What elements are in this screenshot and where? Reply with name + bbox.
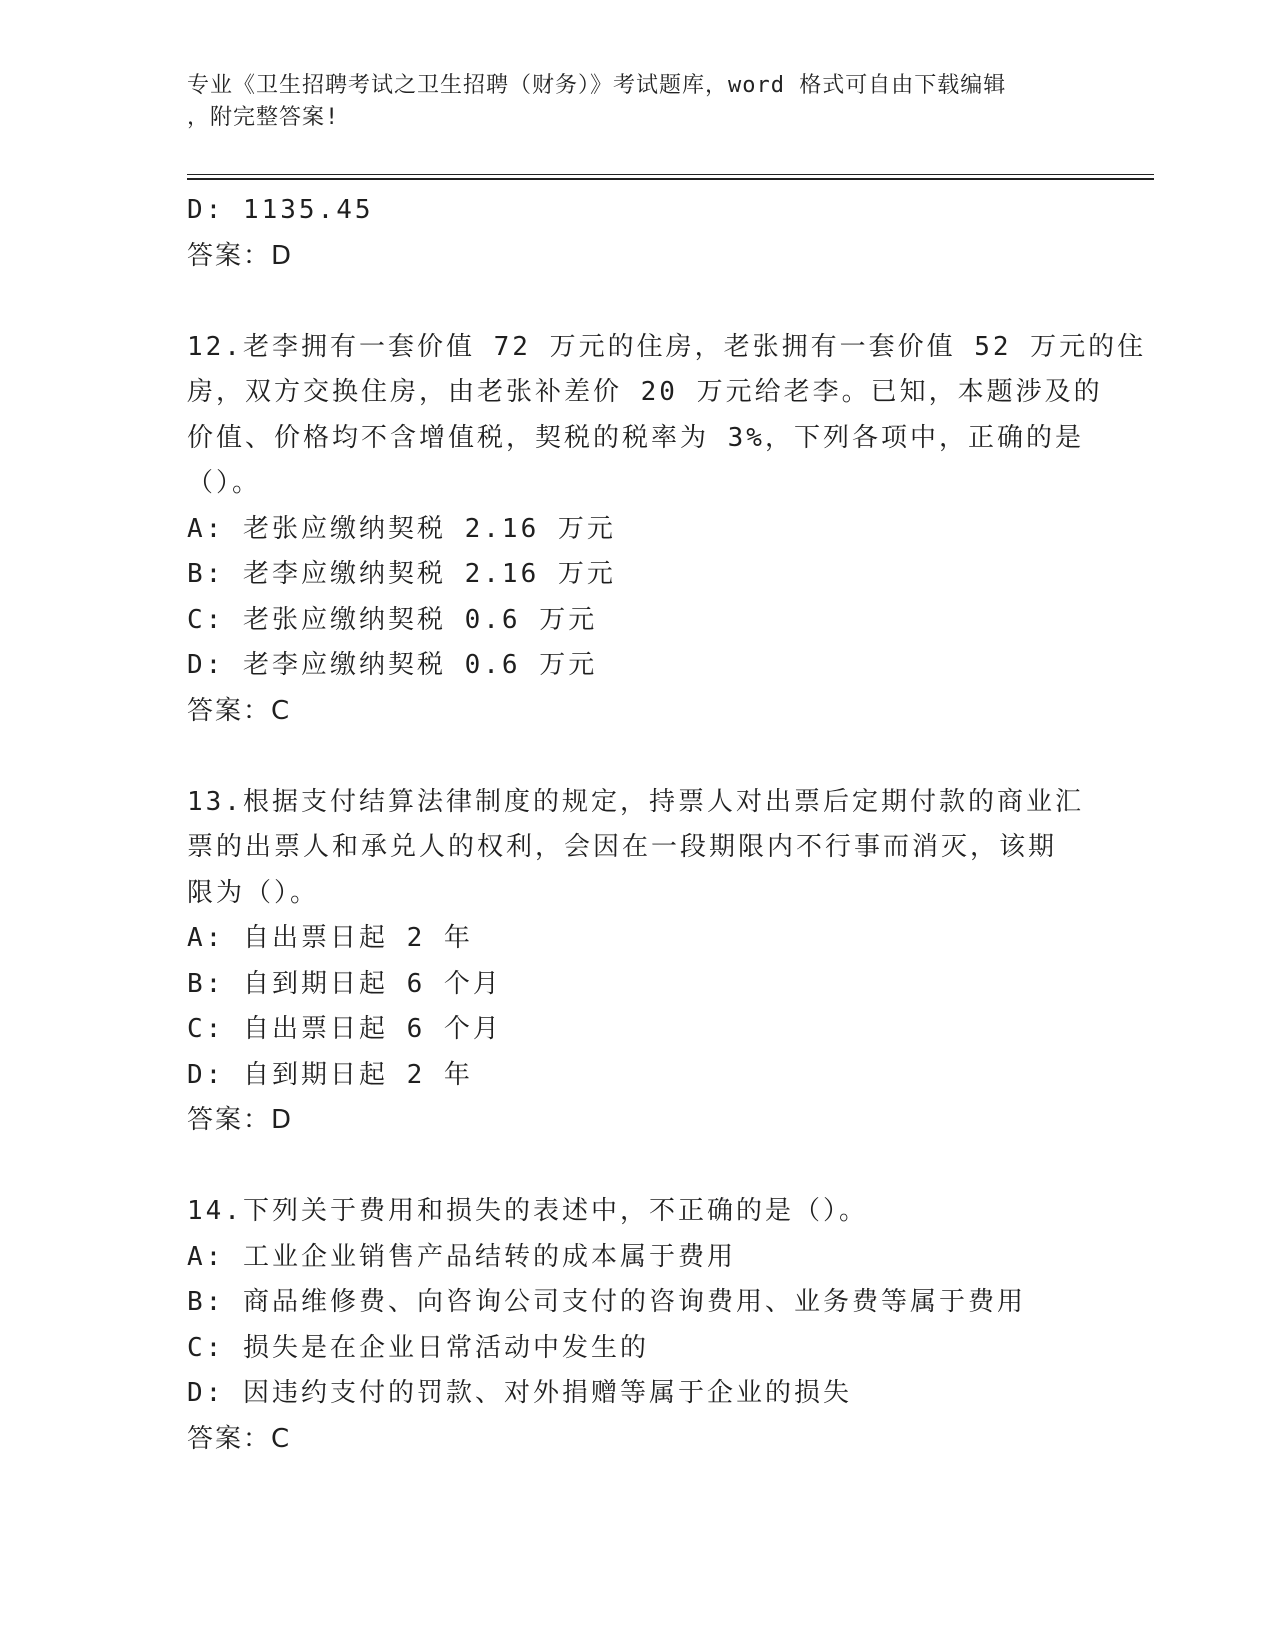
question-stem-line: 14.下列关于费用和损失的表述中，不正确的是（）。	[187, 1196, 868, 1226]
question-stem-line: 房，双方交换住房，由老张补差价 20 万元给老李。已知，本题涉及的	[187, 377, 1103, 407]
question-stem-line: 12.老李拥有一套价值 72 万元的住房，老张拥有一套价值 52 万元的住	[187, 331, 1147, 362]
document-header	[187, 70, 1067, 134]
option-d: D: 自到期日起 2 年	[187, 1059, 473, 1090]
option-b: B: 商品维修费、向咨询公司支付的咨询费用、业务费等属于费用	[187, 1287, 1026, 1317]
option-d: D: 老李应缴纳契税 0.6 万元	[187, 650, 598, 680]
question-stem-line: （）。	[187, 468, 262, 498]
option-a: A: 工业企业销售产品结转的成本属于费用	[187, 1241, 736, 1272]
answer-line: 答案：D	[187, 1105, 294, 1135]
option-b: B: 自到期日起 6 个月	[187, 968, 502, 999]
spacer	[187, 1144, 1087, 1190]
header-title-line: 专业《卫生招聘考试之卫生招聘（财务）》考试题库，word 格式可自由下载编辑	[187, 73, 1007, 98]
spacer	[187, 279, 1087, 325]
option-d: D: 1135.45	[187, 195, 374, 225]
answer-line: 答案：D	[187, 240, 294, 271]
question-stem-line: 价值、价格均不含增值税，契税的税率为 3%，下列各项中，正确的是	[187, 422, 1084, 453]
question-12	[187, 325, 1147, 735]
answer-line: 答案：C	[187, 1423, 292, 1454]
question-14	[187, 1189, 1087, 1462]
question-list	[187, 188, 1147, 1462]
option-a: A: 自出票日起 2 年	[187, 923, 473, 953]
question-stem	[187, 325, 1147, 507]
header-rule-top	[187, 174, 1154, 175]
option-c: C: 损失是在企业日常活动中发生的	[187, 1332, 649, 1363]
question-stem-line: 限为（）。	[187, 877, 320, 908]
option-c: C: 自出票日起 6 个月	[187, 1014, 502, 1044]
question-stem	[187, 1189, 1077, 1235]
previous-question-tail	[187, 188, 1087, 279]
answer-line: 答案：C	[187, 695, 292, 726]
question-stem-line: 13.根据支付结算法律制度的规定，持票人对出票后定期付款的商业汇	[187, 786, 1084, 817]
question-stem-line: 票的出票人和承兑人的权利，会因在一段期限内不行事而消灭，该期	[187, 832, 1058, 862]
question-stem	[187, 780, 1084, 917]
header-rule-bottom	[187, 178, 1154, 180]
spacer	[187, 734, 1087, 780]
option-c: C: 老张应缴纳契税 0.6 万元	[187, 604, 598, 635]
question-13	[187, 780, 1087, 1144]
header-title-continuation: ，附完整答案!	[187, 105, 340, 130]
option-b: B: 老李应缴纳契税 2.16 万元	[187, 559, 616, 589]
option-a: A: 老张应缴纳契税 2.16 万元	[187, 513, 616, 544]
option-d: D: 因违约支付的罚款、对外捐赠等属于企业的损失	[187, 1378, 852, 1408]
